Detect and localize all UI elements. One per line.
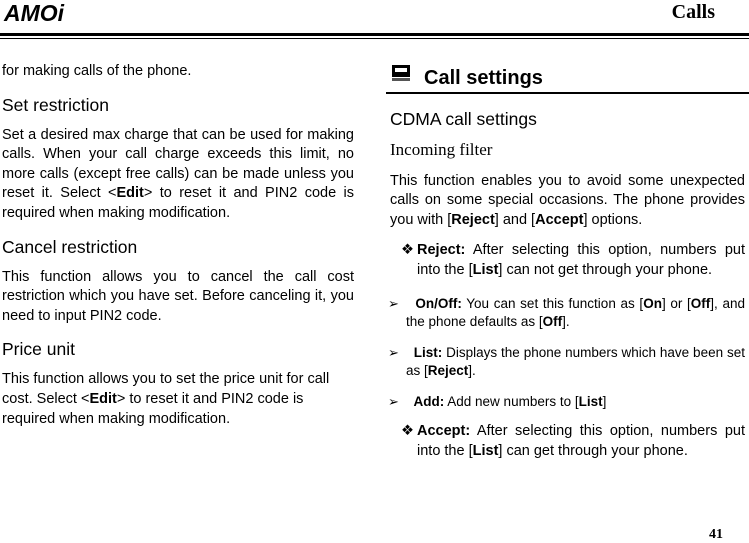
arrow-bullet-icon: ➢ — [388, 393, 399, 409]
add-option: ➢ Add: Add new numbers to [List] — [390, 393, 745, 412]
cdma-heading: CDMA call settings — [390, 109, 537, 129]
arrow-bullet-icon: ➢ — [388, 295, 399, 311]
incoming-filter-intro: This function enables you to avoid some unexpected calls on some special occasions. The phone provides you with [Reject] and [Accept] options. — [390, 172, 745, 228]
price-unit-text: This function allows you to set the price unit for call cost. Select <Edit> to reset it and PIN2 code is required when making modification. — [2, 371, 330, 427]
section-title-text: Call settings — [424, 67, 543, 89]
set-restriction-text: Set a desired max charge that can be used for making calls. When your call charge exceeds this limit, no more calls (except free calls) can be made unless you reset it. Select <Edit> to reset it and PIN2 code is required when making modification. — [2, 126, 354, 221]
amoi-logo: AMOi — [4, 0, 65, 26]
accept-option: ❖ Accept: After selecting this option, numbers put into the [List] can get through your phone. — [401, 423, 745, 459]
page-header — [0, 0, 749, 44]
header-rule-thick — [0, 33, 749, 36]
right-column — [390, 62, 745, 461]
incoming-filter-heading: Incoming filter — [390, 140, 493, 159]
reject-option: ❖ Reject: After selecting this option, numbers put into the [List] can not get through your phone. — [401, 242, 745, 278]
section-icon — [392, 65, 410, 81]
set-restriction-heading: Set restriction — [2, 94, 109, 115]
cancel-restriction-text: This function allows you to cancel the call cost restriction which you have set. Before canceling it, you need to input PIN2 code. — [2, 268, 354, 324]
intro-text: for making calls of the phone. — [2, 63, 192, 79]
call-settings-section-title — [386, 62, 749, 94]
diamond-bullet-icon: ❖ — [401, 423, 414, 440]
on-off-option: ➢ On/Off: You can set this function as [On] or [Off], and the phone defaults as [Off]. — [388, 295, 745, 330]
page-number: 41 — [709, 527, 723, 542]
price-unit-heading: Price unit — [2, 339, 75, 360]
cancel-restriction-heading: Cancel restriction — [2, 236, 138, 257]
chapter-title: Calls — [671, 1, 715, 23]
diamond-bullet-icon: ❖ — [401, 242, 414, 259]
arrow-bullet-icon: ➢ — [388, 344, 399, 360]
left-column — [2, 62, 354, 429]
list-option: ➢ List: Displays the phone numbers which have been set as [Reject]. — [388, 344, 745, 379]
header-rule-thin — [0, 38, 749, 39]
